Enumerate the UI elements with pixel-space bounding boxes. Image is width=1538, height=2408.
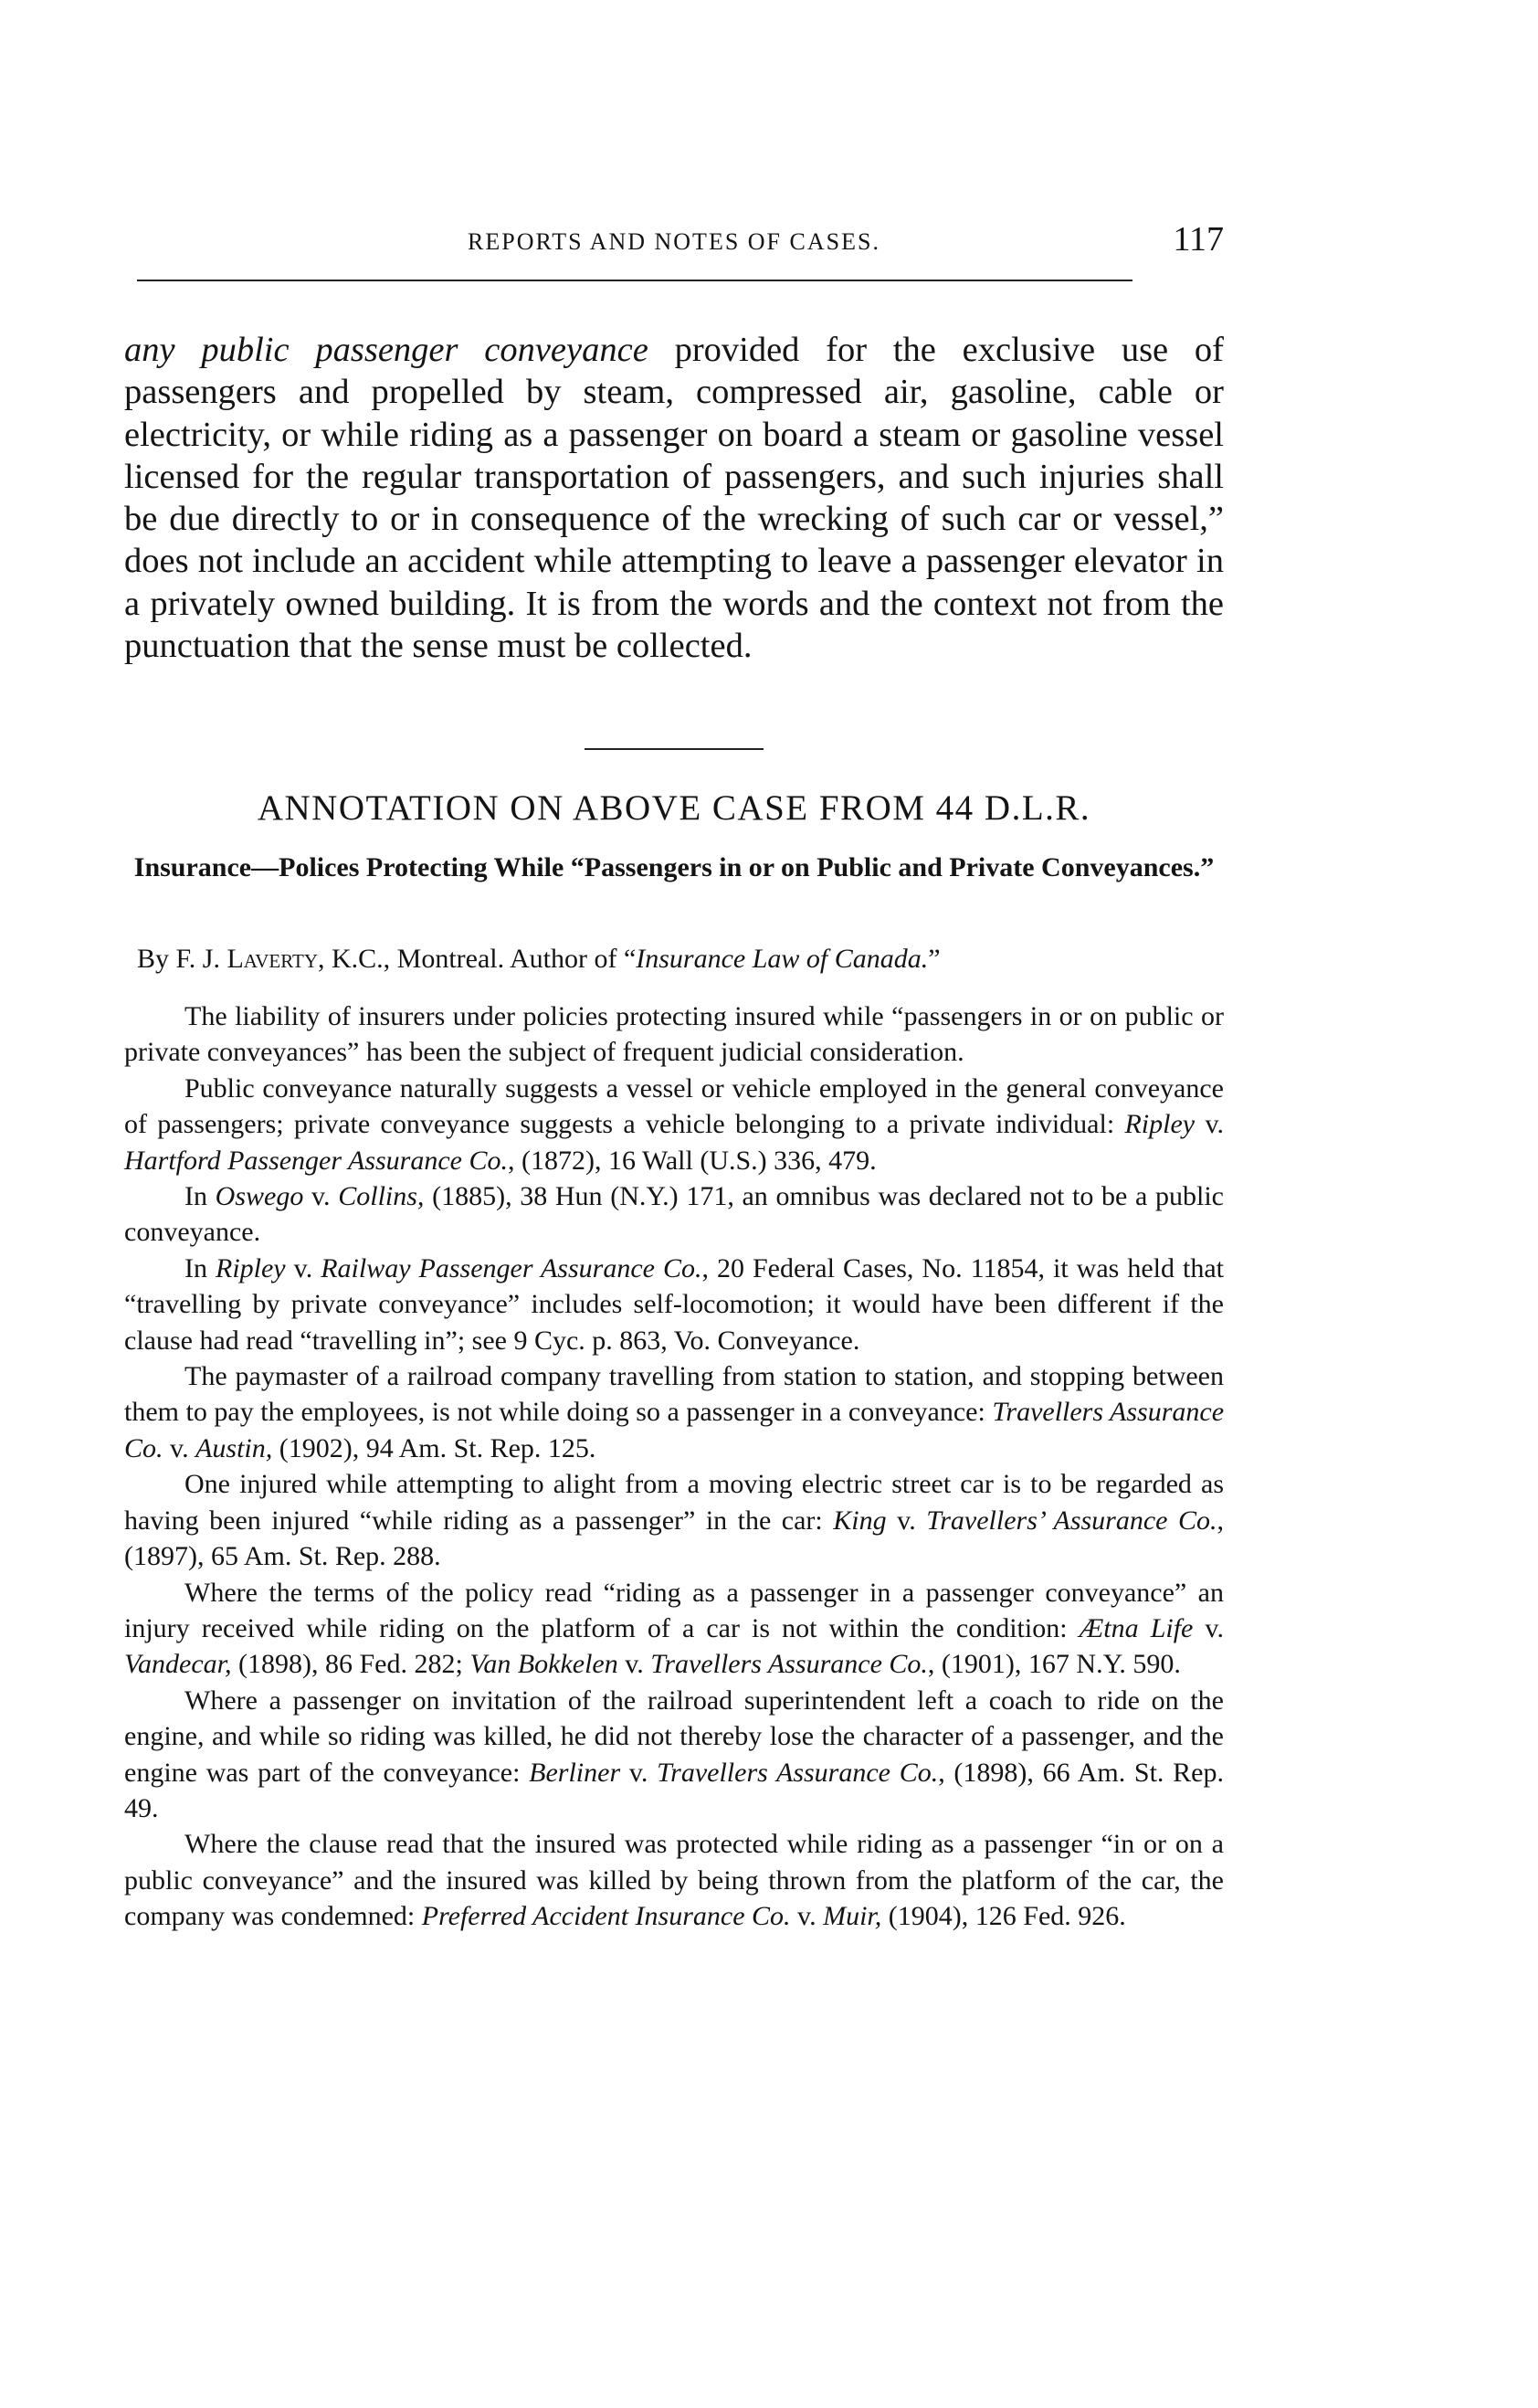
italic-run: Vandecar, <box>124 1649 232 1680</box>
italic-run: Ripley <box>216 1252 286 1283</box>
text-run: v. <box>617 1649 651 1680</box>
running-head: REPORTS AND NOTES OF CASES. <box>468 228 880 255</box>
text-run: The liability of insurers under policies protecting insured while “passengers in or on public or private conveyances” has been the subject of frequent judicial consideration. <box>124 1001 1224 1068</box>
text-run: (1904), 126 Fed. 926. <box>881 1901 1126 1932</box>
byline-suffix: ” <box>928 944 941 974</box>
text-run: (1902), 94 Am. St. Rep. 125. <box>272 1432 596 1463</box>
section-separator <box>585 748 764 750</box>
annotation-paragraph <box>124 998 1224 1071</box>
text-run: v. <box>303 1181 339 1212</box>
text-run: v. <box>285 1252 321 1283</box>
page-header <box>124 220 1224 274</box>
italic-run: Railway Passenger Assurance Co. <box>321 1252 702 1283</box>
italic-run: Ætna Life <box>1079 1612 1194 1643</box>
text-run: In <box>184 1252 216 1283</box>
italic-run: any public passenger conveyance <box>124 331 648 369</box>
annotation-paragraph <box>124 1466 1224 1574</box>
text-run: (1885), 38 Hun (N.Y.) 171, an omnibus was declared not to be a public conveyance. <box>124 1181 1224 1248</box>
italic-run: Preferred Accident Insurance Co. <box>421 1901 791 1932</box>
annotation-title: ANNOTATION ON ABOVE CASE FROM 44 D.L.R. <box>257 788 1091 828</box>
text-run: v. <box>620 1757 658 1788</box>
italic-run: Travellers Assurance Co. <box>124 1397 1225 1463</box>
italic-run: Travellers Assurance Co. <box>650 1649 928 1680</box>
text-run: v. <box>1195 1109 1224 1140</box>
text-run: , (1901), 167 N.Y. 590. <box>927 1649 1181 1680</box>
italic-run: Travellers Assurance Co. <box>657 1757 939 1788</box>
annotation-paragraph <box>124 1071 1224 1178</box>
annotation-body <box>124 998 1224 1935</box>
byline <box>137 944 1224 975</box>
byline-author: Laverty <box>226 944 318 974</box>
text-run: v. <box>790 1901 824 1932</box>
italic-run: Berliner <box>529 1757 621 1788</box>
text-run: v. <box>163 1432 196 1463</box>
text-run: (1898), 86 Fed. 282; <box>231 1649 470 1680</box>
italic-run: King <box>833 1505 887 1536</box>
continuation-paragraph <box>124 329 1224 667</box>
text-run: Public conveyance naturally suggests a vessel or vehicle employed in the general conveyance of passengers; private conveyance suggests a vehicle belonging to a private individual: <box>124 1072 1224 1140</box>
text-run: v. <box>1193 1612 1224 1643</box>
italic-run: Travellers’ Assurance Co. <box>926 1505 1217 1536</box>
text-run: , 20 Federal Cases, No. 11854, it was held that “travelling by private conveyance” includes self-locomotion; it would have been different if the clause had read “travelling in”; see 9 Cyc. p. 863, Vo. Conveyance. <box>124 1252 1224 1356</box>
byline-prefix: By F. J. <box>137 944 227 974</box>
italic-run: Austin, <box>195 1432 273 1463</box>
page-number: 117 <box>1173 220 1224 259</box>
italic-run: Van Bokkelen <box>469 1649 618 1680</box>
italic-run: Hartford Passenger Assurance Co. <box>124 1145 508 1176</box>
text-run: , (1872), 16 Wall (U.S.) 336, 479. <box>508 1145 877 1176</box>
text-run: , (1898), 66 Am. St. Rep. 49. <box>124 1757 1224 1823</box>
text-run: One injured while attempting to alight from a moving electric street car is to be regarded as having been injured “while riding as a passenger” in the car: <box>124 1469 1224 1536</box>
italic-run: Oswego <box>215 1181 304 1212</box>
annotation-paragraph <box>124 1826 1224 1934</box>
annotation-paragraph <box>124 1358 1224 1466</box>
annotation-paragraph <box>124 1251 1224 1358</box>
byline-mid: , K.C., Montreal. Author of “ <box>317 944 637 974</box>
annotation-subhead: Insurance—Polices Protecting While “Passengers in or on Public and Private Conveyances.” <box>133 852 1215 882</box>
annotation-paragraph <box>124 1178 1224 1251</box>
text-run: Where the clause read that the insured was protected while riding as a passenger “in or on a public conveyance” and the insured was killed by being thrown from the platform of the car, the company was condemned: <box>124 1829 1224 1932</box>
text-run: In <box>184 1181 216 1212</box>
text-run: , (1897), 65 Am. St. Rep. 288. <box>124 1505 1224 1572</box>
annotation-paragraph <box>124 1683 1224 1827</box>
header-rule <box>137 280 1132 281</box>
byline-book-title: Insurance Law of Canada. <box>636 944 929 974</box>
text-run: provided for the exclusive use of passengers and propelled by steam, compressed air, gasoline, cable or electricity, or while riding as a passenger on board a steam or gasoline vessel licensed for the regular transportation of passengers, and such injuries shall be due directly to or in consequence of the wrecking of such car or vessel,” does not include an accident while attempting to leave a passenger elevator in a privately owned building. It is from the words and the context not from the punctuation that the sense must be collected. <box>124 331 1224 666</box>
text-run: The paymaster of a railroad company travelling from station to station, and stopping between them to pay the employees, is not while doing so a passenger in a conveyance: <box>124 1361 1224 1428</box>
text-run: v. <box>886 1505 927 1536</box>
text-run: Where a passenger on invitation of the railroad superintendent left a coach to ride on the engine, and while so riding was killed, he did not thereby lose the character of a passenger, and the engine was part of the conveyance: <box>124 1685 1224 1788</box>
italic-run: Collins, <box>338 1181 425 1212</box>
annotation-paragraph <box>124 1575 1224 1683</box>
italic-run: Ripley <box>1124 1109 1196 1140</box>
italic-run: Muir, <box>823 1901 882 1932</box>
text-run: Where the terms of the policy read “riding as a passenger in a passenger conveyance” an injury received while riding on the platform of a car is not within the condition: <box>124 1577 1224 1643</box>
